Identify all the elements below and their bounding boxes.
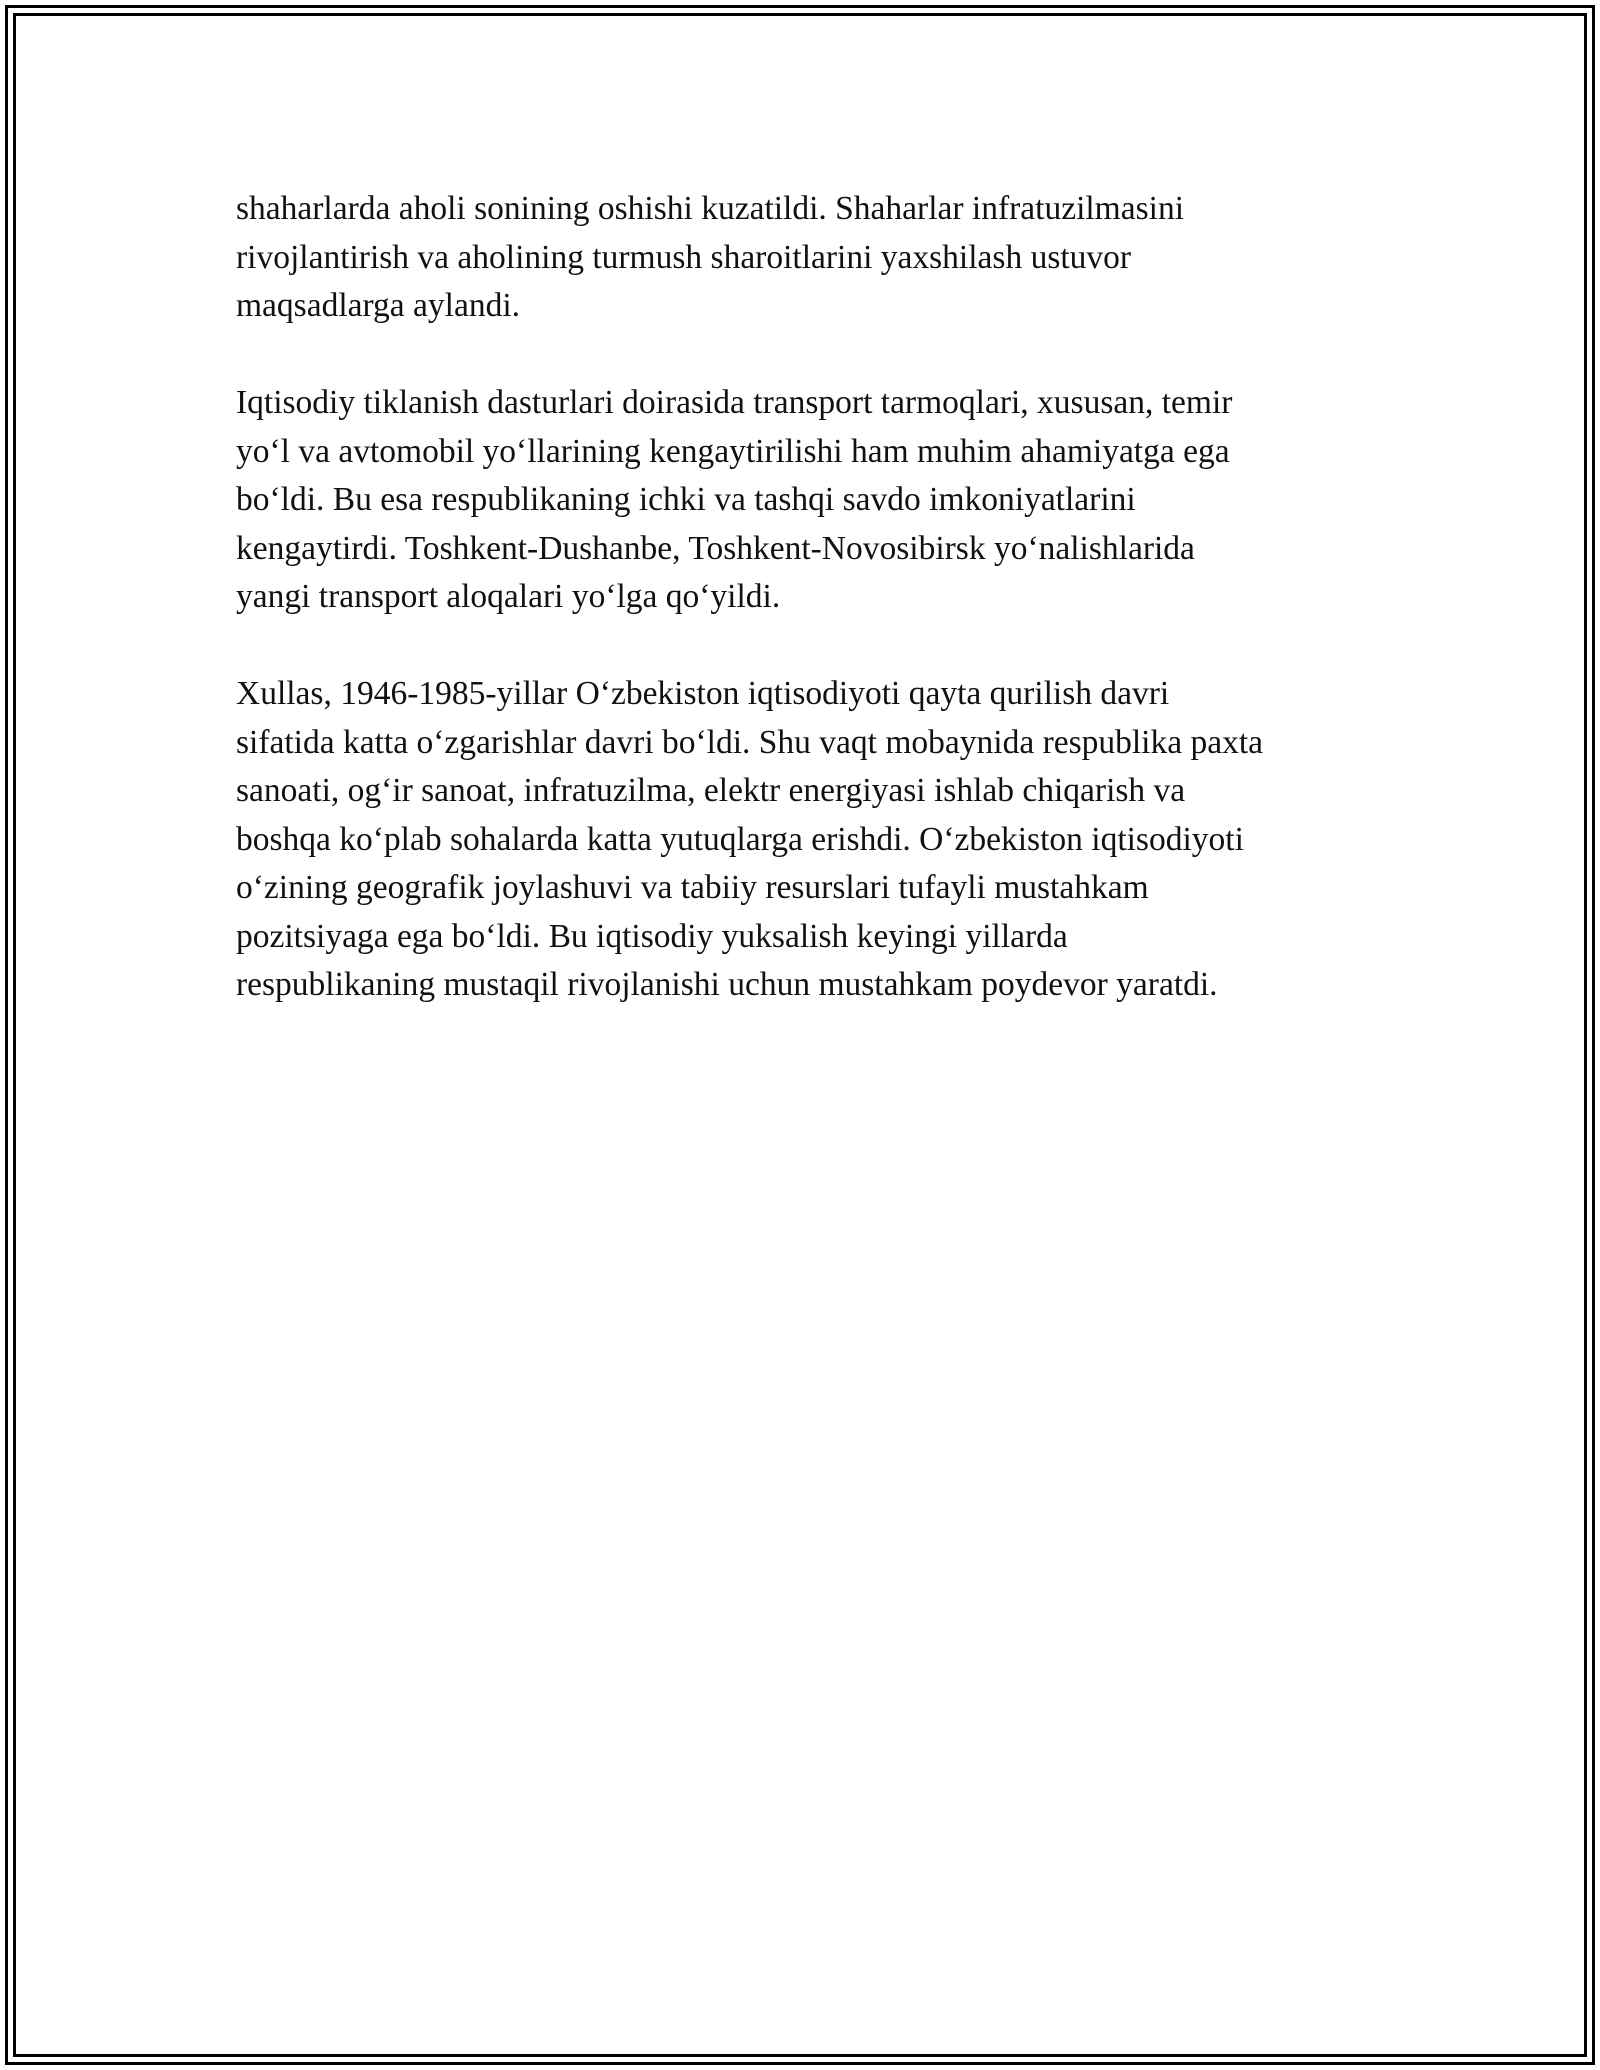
text-line: kengaytirdi. Toshkent-Dushanbe, Toshkent-Novosibirsk yo‘nalishlarida [236, 529, 1195, 567]
text-line: shaharlarda aholi sonining oshishi kuzatildi. Shaharlar infratuzilmasini [236, 190, 1185, 227]
text-line: yangi transport aloqalari yo‘lga qo‘yildi. [236, 578, 781, 615]
paragraph-transport [236, 379, 1386, 622]
text-line: Xullas, 1946-1985-yillar O‘zbekiston iqtisodiyoti qayta qurilish davri [236, 675, 1170, 712]
text-line: Iqtisodiy tiklanish dasturlari doirasida transport tarmoqlari, xususan, temir [236, 384, 1233, 421]
text-line: boshqa ko‘plab sohalarda katta yutuqlarga erishdi. O‘zbekiston iqtisodiyoti [236, 820, 1244, 858]
text-line: yo‘l va avtomobil yo‘llarining kengaytirilishi ham muhim ahamiyatga ega [236, 432, 1230, 470]
paragraph-urban-growth [236, 185, 1386, 331]
text-line: maqsadlarga aylandi. [236, 287, 521, 324]
text-line: respublikaning mustaqil rivojlanishi uchun mustahkam poydevor yaratdi. [236, 966, 1218, 1003]
document-body [236, 185, 1386, 1058]
text-line: rivojlantirish va aholining turmush sharoitlarini yaxshilash ustuvor [236, 238, 1132, 276]
text-line: pozitsiyaga ega bo‘ldi. Bu iqtisodiy yuksalish keyingi yillarda [236, 917, 1068, 955]
text-line: o‘zining geografik joylashuvi va tabiiy resurslari tufayli mustahkam [236, 869, 1149, 906]
text-line: sifatida katta o‘zgarishlar davri bo‘ldi. Shu vaqt mobaynida respublika paxta [236, 723, 1264, 761]
text-line: bo‘ldi. Bu esa respublikaning ichki va tashqi savdo imkoniyatlarini [236, 481, 1136, 518]
paragraph-conclusion [236, 670, 1386, 1010]
text-line: sanoati, og‘ir sanoat, infratuzilma, elektr energiyasi ishlab chiqarish va [236, 772, 1186, 809]
